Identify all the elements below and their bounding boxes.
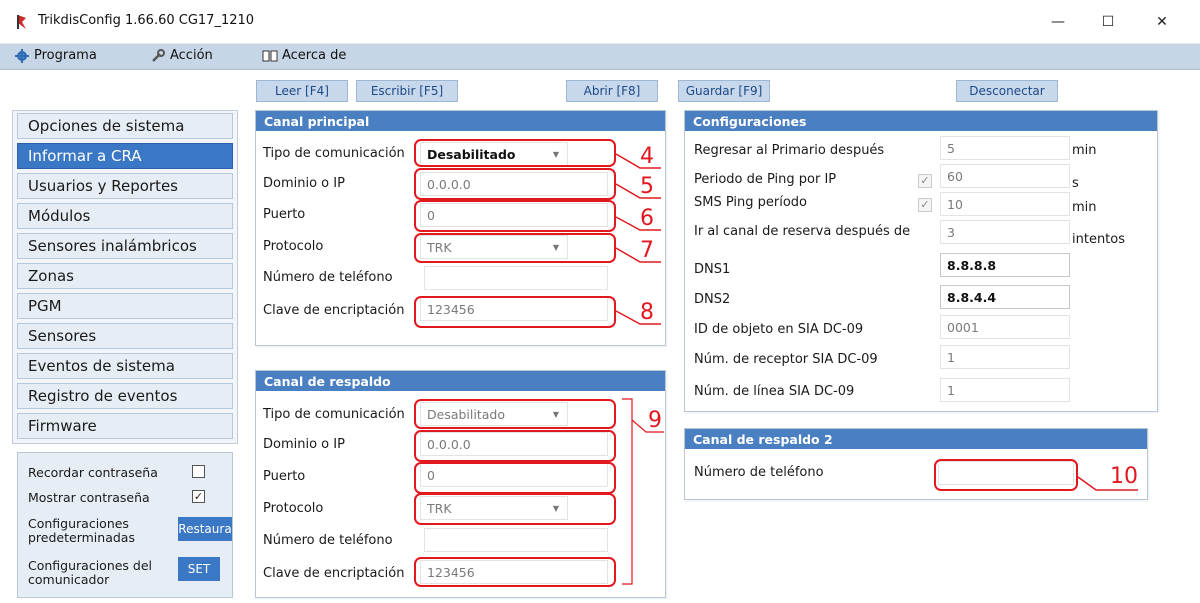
sms-ping-label: SMS Ping período bbox=[694, 195, 808, 210]
window-title: TrikdisConfig 1.66.60 CG17_1210 bbox=[38, 13, 255, 28]
backup-protocol-value: TRK bbox=[427, 500, 452, 516]
return-primary-label: Regresar al Primario después bbox=[694, 143, 885, 158]
annotation-box-9b bbox=[414, 430, 616, 462]
backup-channel-header: Canal de respaldo bbox=[256, 371, 665, 391]
menu-action[interactable] bbox=[150, 48, 213, 63]
remember-password-label: Recordar contraseña bbox=[28, 465, 158, 480]
configurations-header: Configuraciones bbox=[685, 111, 1157, 131]
sidebar-item-modules[interactable]: Módulos bbox=[17, 203, 233, 229]
backup-after-label: Ir al canal de reserva después de bbox=[694, 224, 911, 239]
annotation-number-6: 6 bbox=[640, 206, 654, 231]
chevron-down-icon: ▼ bbox=[552, 150, 559, 159]
annotation-box-10 bbox=[934, 459, 1078, 491]
save-button[interactable]: Guardar [F9] bbox=[678, 80, 770, 102]
chevron-down-icon: ▼ bbox=[552, 410, 559, 419]
show-password-checkbox[interactable]: ✓ bbox=[193, 490, 204, 503]
backup-channel-2-header: Canal de respaldo 2 bbox=[685, 429, 1147, 449]
close-button[interactable]: ✕ bbox=[1156, 14, 1168, 30]
menu-bar bbox=[0, 44, 1200, 70]
backup-comm-type-label: Tipo de comunicación bbox=[263, 407, 405, 422]
sidebar-item-event-log[interactable]: Registro de eventos bbox=[17, 383, 233, 409]
gear-icon bbox=[14, 49, 30, 63]
sidebar-item-firmware[interactable]: Firmware bbox=[17, 413, 233, 439]
annotation-box-9e bbox=[414, 557, 616, 587]
menu-action-label: Acción bbox=[170, 48, 213, 63]
main-phone-input[interactable] bbox=[424, 266, 608, 290]
menu-about-label: Acerca de bbox=[282, 48, 347, 63]
sidebar-settings bbox=[17, 452, 233, 598]
open-button[interactable]: Abrir [F8] bbox=[566, 80, 658, 102]
sia-receiver-input[interactable]: 1 bbox=[940, 345, 1070, 369]
annotation-box-4 bbox=[414, 139, 616, 167]
main-channel-header: Canal principal bbox=[256, 111, 665, 131]
sia-object-label: ID de objeto en SIA DC-09 bbox=[694, 322, 864, 337]
annotation-number-4: 4 bbox=[640, 144, 654, 169]
backup-protocol-label: Protocolo bbox=[263, 501, 324, 516]
ping-ip-input[interactable]: 60 bbox=[940, 164, 1070, 188]
remember-password-checkbox[interactable] bbox=[192, 465, 205, 478]
backup-comm-type-value: Desabilitado bbox=[427, 406, 505, 422]
return-primary-unit: min bbox=[1072, 143, 1097, 158]
main-phone-label: Número de teléfono bbox=[263, 270, 393, 285]
menu-about[interactable] bbox=[262, 48, 346, 63]
chevron-down-icon: ▼ bbox=[552, 504, 559, 513]
main-key-input[interactable]: 123456 bbox=[420, 297, 608, 321]
main-port-label: Puerto bbox=[263, 207, 306, 222]
annotation-box-5 bbox=[414, 168, 616, 200]
sidebar-item-report-cra[interactable]: Informar a CRA bbox=[17, 143, 233, 169]
backup-key-input[interactable]: 123456 bbox=[420, 560, 608, 584]
sms-ping-input[interactable]: 10 bbox=[940, 192, 1070, 216]
sidebar-item-system-events[interactable]: Eventos de sistema bbox=[17, 353, 233, 379]
backup-phone-label: Número de teléfono bbox=[263, 533, 393, 548]
annotation-number-8: 8 bbox=[640, 300, 654, 325]
title-bar bbox=[0, 0, 1200, 44]
dns2-label: DNS2 bbox=[694, 292, 731, 307]
minimize-button[interactable]: — bbox=[1051, 14, 1065, 30]
backup-channel-2-panel bbox=[684, 428, 1148, 500]
annotation-number-7: 7 bbox=[640, 238, 654, 263]
ping-ip-label: Periodo de Ping por IP bbox=[694, 172, 837, 187]
book-icon bbox=[262, 49, 278, 63]
annotation-number-5: 5 bbox=[640, 174, 654, 199]
restore-button[interactable]: Restaura bbox=[178, 517, 232, 541]
backup-phone-input[interactable] bbox=[424, 528, 608, 552]
backup-domain-label: Dominio o IP bbox=[263, 437, 345, 452]
sidebar-item-pgm[interactable]: PGM bbox=[17, 293, 233, 319]
sidebar-item-wireless-sensors[interactable]: Sensores inalámbricos bbox=[17, 233, 233, 259]
default-settings-label: Configuraciones predeterminadas bbox=[28, 516, 135, 545]
backup-domain-input[interactable]: 0.0.0.0 bbox=[420, 432, 608, 456]
main-protocol-label: Protocolo bbox=[263, 239, 324, 254]
menu-program[interactable] bbox=[14, 48, 97, 63]
annotation-box-7 bbox=[414, 233, 616, 263]
app-logo-icon bbox=[16, 14, 28, 30]
backup-after-unit: intentos bbox=[1072, 232, 1126, 247]
main-port-input[interactable]: 0 bbox=[420, 203, 608, 227]
backup-port-input[interactable]: 0 bbox=[420, 463, 608, 487]
sia-receiver-label: Núm. de receptor SIA DC-09 bbox=[694, 352, 878, 367]
maximize-button[interactable]: ☐ bbox=[1101, 14, 1115, 30]
set-button[interactable]: SET bbox=[178, 557, 220, 581]
dns2-input[interactable]: 8.8.4.4 bbox=[940, 285, 1070, 309]
annotation-box-9d bbox=[414, 493, 616, 525]
dns1-input[interactable]: 8.8.8.8 bbox=[940, 253, 1070, 277]
sidebar-item-system-options[interactable]: Opciones de sistema bbox=[17, 113, 233, 139]
wrench-icon bbox=[150, 49, 166, 63]
main-key-label: Clave de encriptación bbox=[263, 303, 405, 318]
backup-port-label: Puerto bbox=[263, 469, 306, 484]
annotation-number-10: 10 bbox=[1110, 464, 1138, 489]
main-domain-label: Dominio o IP bbox=[263, 176, 345, 191]
backup-key-label: Clave de encriptación bbox=[263, 566, 405, 581]
annotation-box-9c bbox=[414, 462, 616, 494]
main-protocol-value: TRK bbox=[427, 239, 452, 255]
ping-ip-unit: s bbox=[1072, 176, 1079, 191]
sidebar-item-users-reports[interactable]: Usuarios y Reportes bbox=[17, 173, 233, 199]
menu-program-label: Programa bbox=[34, 48, 97, 63]
dns1-label: DNS1 bbox=[694, 262, 731, 277]
write-button[interactable]: Escribir [F5] bbox=[356, 80, 458, 102]
annotation-box-6 bbox=[414, 200, 616, 232]
ping-ip-checkbox[interactable]: ✓ bbox=[918, 174, 932, 188]
chevron-down-icon: ▼ bbox=[552, 243, 559, 252]
sms-ping-unit: min bbox=[1072, 200, 1097, 215]
annotation-box-9a bbox=[414, 399, 616, 429]
return-primary-input[interactable]: 5 bbox=[940, 136, 1070, 160]
backup2-phone-label: Número de teléfono bbox=[694, 465, 824, 480]
sidebar-item-sensors[interactable]: Sensores bbox=[17, 323, 233, 349]
main-comm-type-value: Desabilitado bbox=[427, 146, 516, 162]
sia-line-input[interactable]: 1 bbox=[940, 378, 1070, 402]
sms-ping-checkbox[interactable]: ✓ bbox=[918, 198, 932, 212]
disconnect-button[interactable]: Desconectar bbox=[956, 80, 1058, 102]
backup-after-input[interactable]: 3 bbox=[940, 220, 1070, 244]
annotation-box-8 bbox=[414, 296, 616, 328]
read-button[interactable]: Leer [F4] bbox=[256, 80, 348, 102]
sia-object-input[interactable]: 0001 bbox=[940, 315, 1070, 339]
annotation-number-9: 9 bbox=[648, 408, 662, 433]
show-password-label: Mostrar contraseña bbox=[28, 490, 150, 505]
sidebar-item-zones[interactable]: Zonas bbox=[17, 263, 233, 289]
communicator-settings-label: Configuraciones del comunicador bbox=[28, 558, 153, 587]
sia-line-label: Núm. de línea SIA DC-09 bbox=[694, 384, 855, 399]
main-comm-type-label: Tipo de comunicación bbox=[263, 146, 405, 161]
main-domain-input[interactable]: 0.0.0.0 bbox=[420, 172, 608, 196]
